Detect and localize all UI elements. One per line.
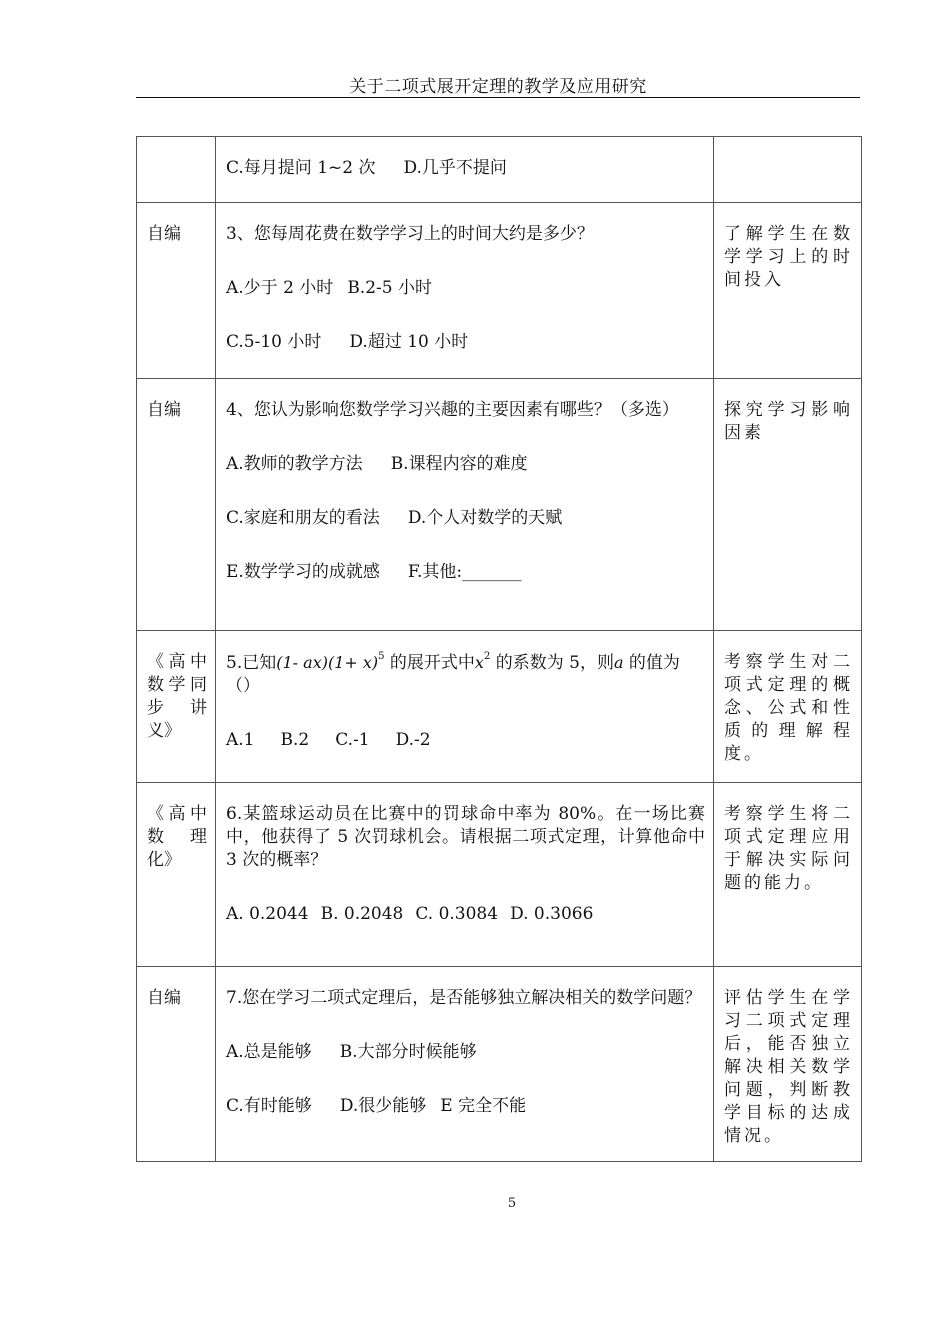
purpose-text: 探究学习影响因素 bbox=[724, 400, 853, 443]
source-text: 《高中 bbox=[147, 652, 207, 672]
option: F.其他:_______ bbox=[407, 562, 522, 582]
question-text: 4、您认为影响您数学学习兴趣的主要因素有哪些？（多选） bbox=[226, 400, 679, 420]
question-suffix: 的值为（） bbox=[226, 653, 680, 696]
purpose-text: 了解学生在数学学习上的时间投入 bbox=[724, 224, 853, 290]
question-cell bbox=[216, 783, 714, 967]
table-row bbox=[137, 137, 862, 203]
option: D.-2 bbox=[395, 730, 431, 750]
purpose-cell bbox=[714, 203, 862, 379]
options-line bbox=[226, 561, 705, 584]
question-middle: 的展开式中 bbox=[389, 653, 475, 673]
option: C.5-10 小时 bbox=[226, 332, 322, 352]
source-cell bbox=[137, 783, 216, 967]
options-line bbox=[226, 157, 705, 180]
page-header-title: 关于二项式展开定理的教学及应用研究 bbox=[349, 77, 647, 97]
options-line bbox=[226, 729, 705, 752]
table-row bbox=[137, 631, 862, 783]
options-line bbox=[226, 453, 705, 476]
source-cell bbox=[137, 631, 216, 783]
source-text: 化》 bbox=[147, 850, 181, 870]
options-line bbox=[226, 1041, 705, 1064]
option: D.很少能够 bbox=[339, 1096, 427, 1116]
option: D.几乎不提问 bbox=[403, 158, 507, 178]
source-text: 自编 bbox=[147, 400, 181, 420]
question-middle: 的系数为 5，则 bbox=[495, 653, 614, 673]
options-line bbox=[226, 331, 705, 354]
source-text: 《高中 bbox=[147, 804, 207, 824]
table-row bbox=[137, 379, 862, 631]
header-rule bbox=[136, 97, 860, 98]
formula-exponent: 5 bbox=[378, 651, 385, 662]
option: A.1 bbox=[226, 730, 255, 750]
purpose-text: 考察学生对二项式定理的概念、公式和性质的理解程度。 bbox=[724, 652, 853, 764]
question-cell bbox=[216, 967, 714, 1162]
purpose-text: 评估学生在学习二项式定理后，能否独立解决相关数学问题，判断教学目标的达成情况。 bbox=[724, 988, 853, 1146]
option: D. 0.3066 bbox=[510, 904, 594, 924]
option: C.每月提问 1~2 次 bbox=[226, 158, 376, 178]
page-number: 5 bbox=[507, 1196, 517, 1211]
question-prefix: 5.已知 bbox=[226, 653, 277, 673]
option: C.-1 bbox=[335, 730, 370, 750]
purpose-cell bbox=[714, 631, 862, 783]
question-cell bbox=[216, 379, 714, 631]
option: B.2 bbox=[280, 730, 310, 750]
formula-expression: (1- ax)(1+ x) bbox=[276, 653, 379, 672]
option: B. 0.2048 bbox=[320, 904, 404, 924]
question-cell bbox=[216, 631, 714, 783]
question-cell bbox=[216, 137, 714, 203]
option: E 完全不能 bbox=[440, 1096, 527, 1116]
question-cell bbox=[216, 203, 714, 379]
question-text: 3、您每周花费在数学学习上的时间大约是多少？ bbox=[226, 224, 594, 244]
options-line bbox=[226, 903, 705, 926]
options-line bbox=[226, 507, 705, 530]
purpose-cell bbox=[714, 379, 862, 631]
purpose-cell bbox=[714, 783, 862, 967]
source-text: 自编 bbox=[147, 224, 181, 244]
formula bbox=[276, 653, 384, 672]
source-cell bbox=[137, 203, 216, 379]
table-row bbox=[137, 783, 862, 967]
formula-x-exponent: 2 bbox=[483, 651, 491, 662]
table-row bbox=[137, 203, 862, 379]
source-cell bbox=[137, 379, 216, 631]
source-cell bbox=[137, 967, 216, 1162]
option: A. 0.2044 bbox=[226, 904, 309, 924]
option: C.有时能够 bbox=[226, 1096, 312, 1116]
option: A.总是能够 bbox=[226, 1042, 312, 1062]
source-text: 步 讲 bbox=[147, 698, 207, 718]
option: A.少于 2 小时 bbox=[226, 278, 334, 298]
formula-variable: x bbox=[474, 653, 484, 672]
option: B.课程内容的难度 bbox=[390, 454, 528, 474]
purpose-cell bbox=[714, 137, 862, 203]
option: C. 0.3084 bbox=[415, 904, 499, 924]
option: A.教师的教学方法 bbox=[226, 454, 363, 474]
purpose-text: 考察学生将二项式定理应用于解决实际问题的能力。 bbox=[724, 804, 853, 893]
question-text: 6.某篮球运动员在比赛中的罚球命中率为 80%。在一场比赛中，他获得了 5 次罚球机会。请根据二项式定理，计算他命中 3 次的概率？ bbox=[226, 804, 705, 870]
option: D.超过 10 小时 bbox=[349, 332, 469, 352]
source-text: 义》 bbox=[147, 721, 181, 741]
formula-a: a bbox=[613, 653, 624, 672]
option: B.大部分时候能够 bbox=[339, 1042, 477, 1062]
source-cell bbox=[137, 137, 216, 203]
formula-x bbox=[475, 653, 490, 672]
table-row bbox=[137, 967, 862, 1162]
option: B.2-5 小时 bbox=[347, 278, 432, 298]
source-text: 自编 bbox=[147, 988, 181, 1008]
option: C.家庭和朋友的看法 bbox=[226, 508, 380, 528]
options-line bbox=[226, 1095, 705, 1118]
purpose-cell bbox=[714, 967, 862, 1162]
question-text bbox=[226, 651, 705, 698]
source-text: 数学同 bbox=[147, 675, 207, 695]
source-text: 数 理 bbox=[147, 827, 207, 847]
option: E.数学学习的成就感 bbox=[226, 562, 380, 582]
option: D.个人对数学的天赋 bbox=[407, 508, 563, 528]
survey-table bbox=[136, 136, 862, 1162]
question-text: 7.您在学习二项式定理后，是否能够独立解决相关的数学问题？ bbox=[226, 988, 702, 1008]
options-line bbox=[226, 277, 705, 300]
